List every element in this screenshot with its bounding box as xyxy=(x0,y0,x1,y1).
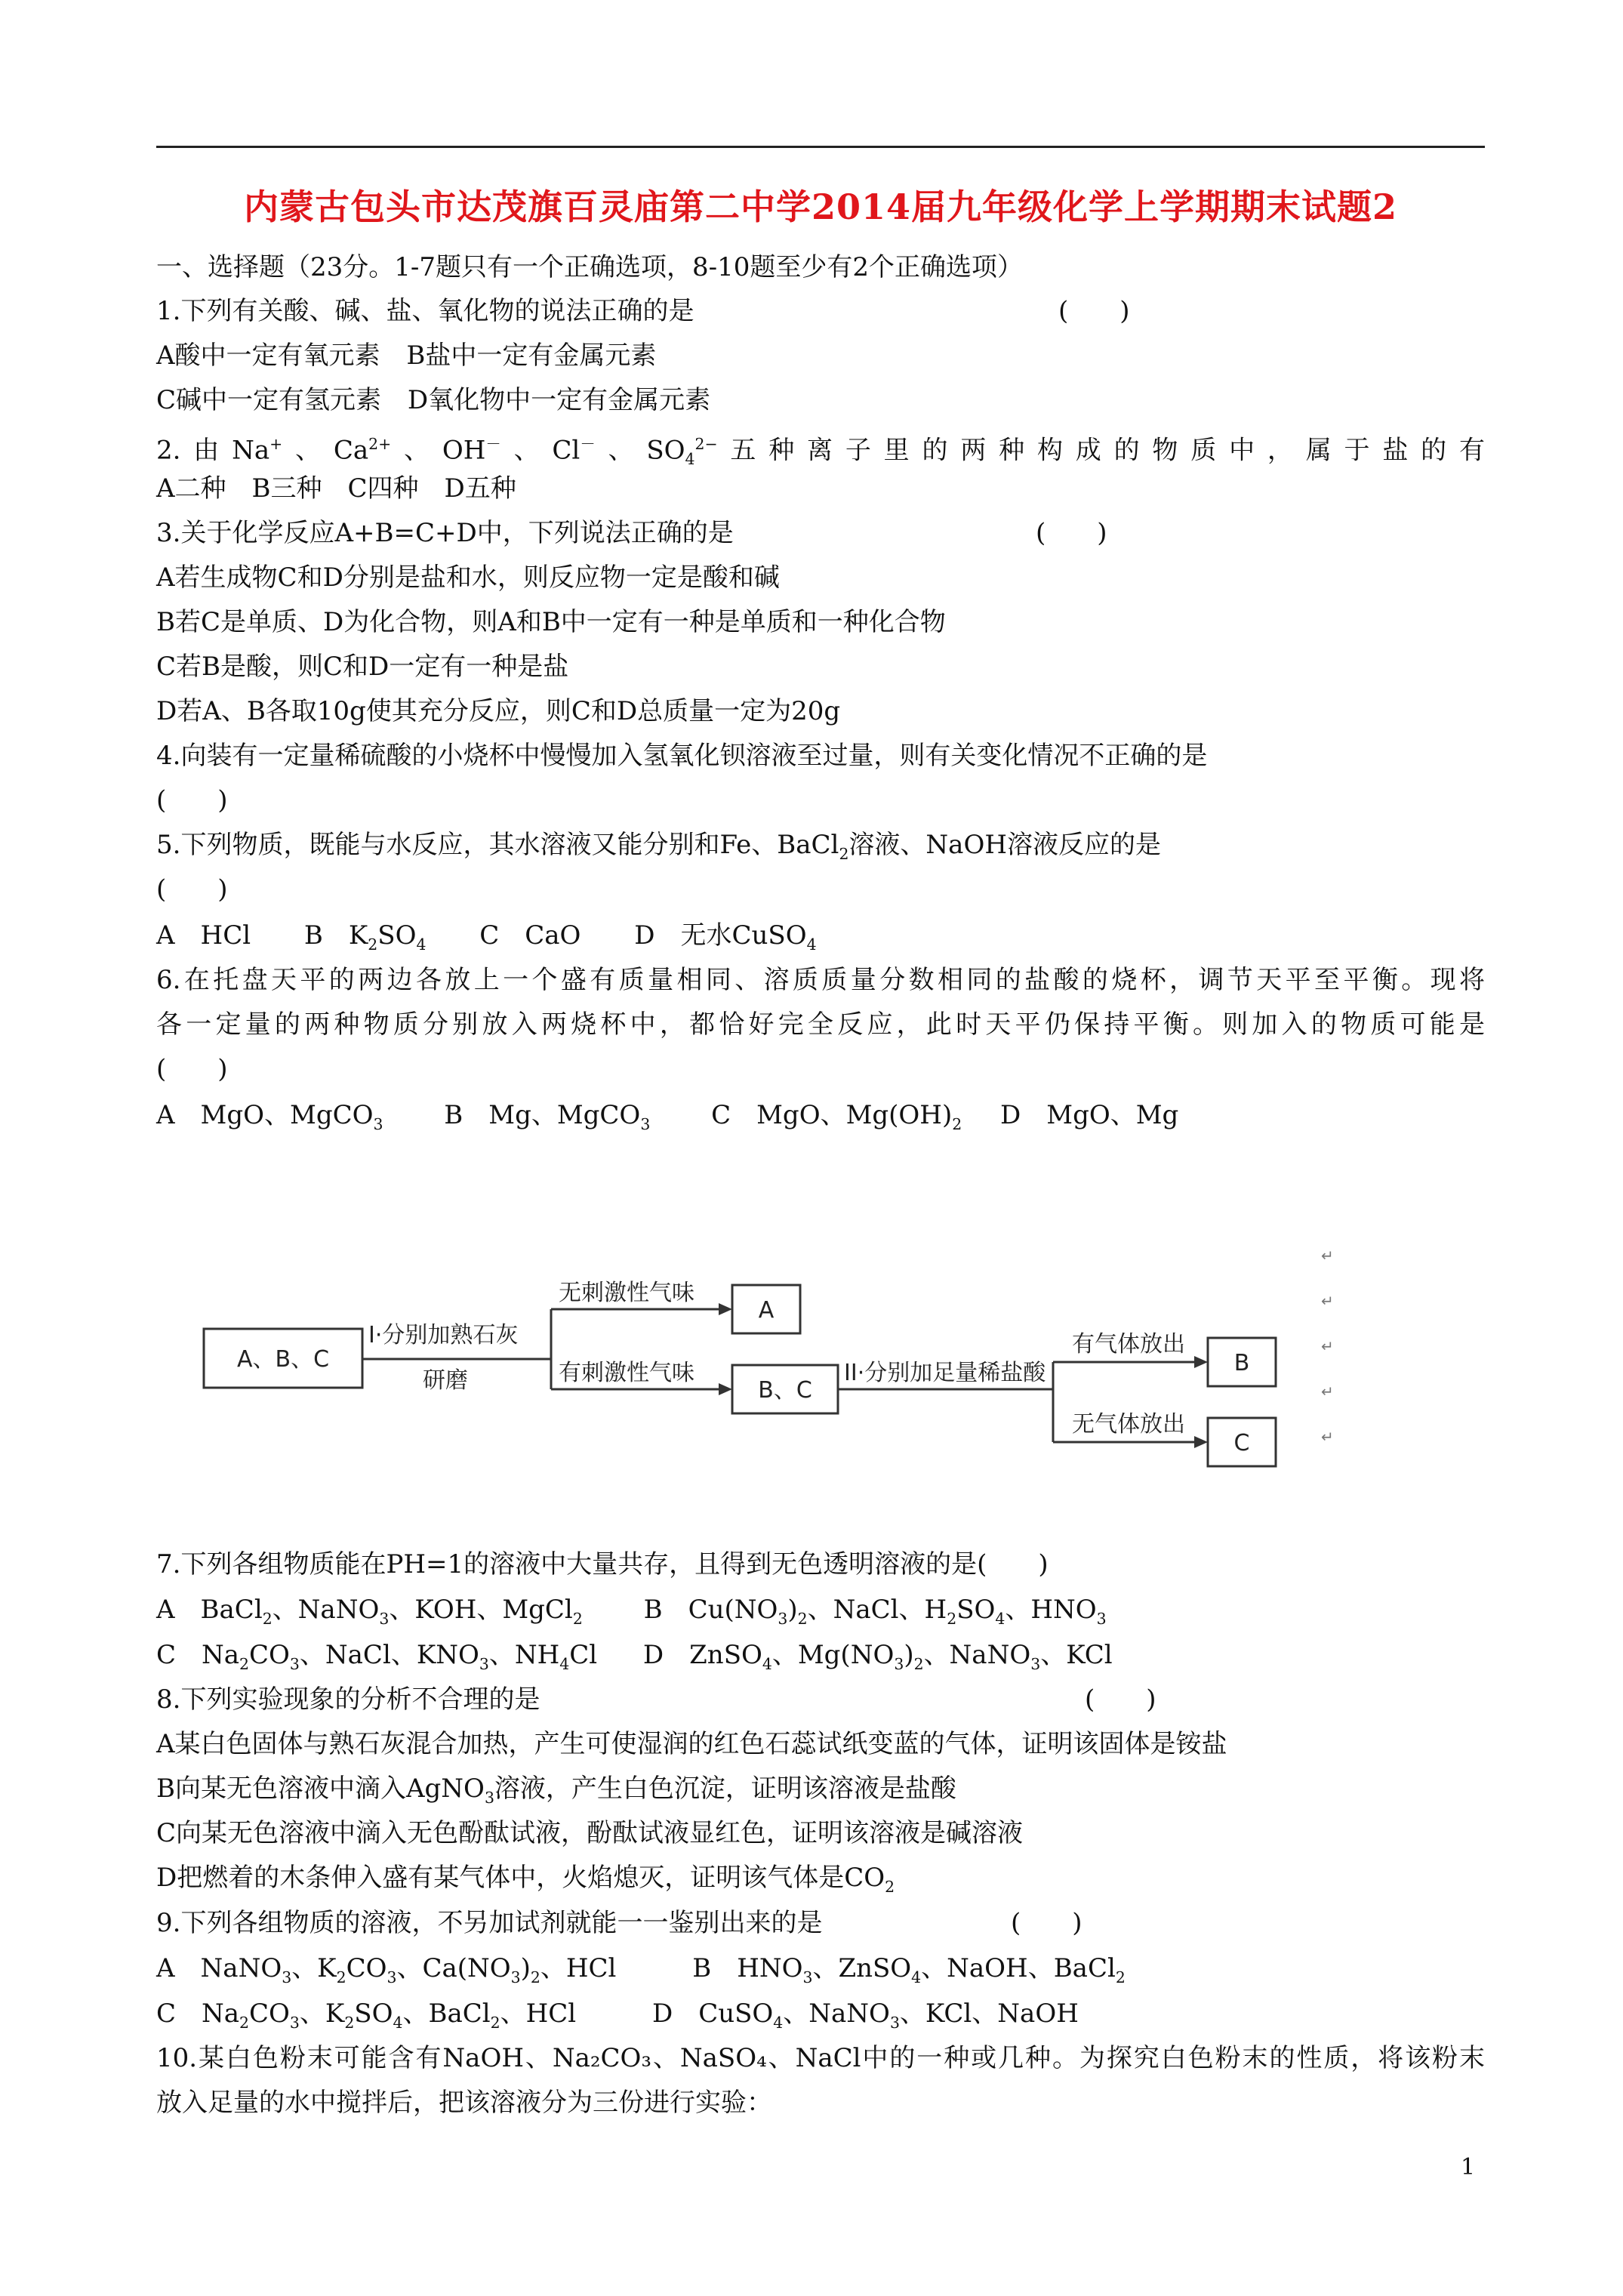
q1-option-d: D氧化物中一定有金属元素 xyxy=(407,385,711,415)
q6-option-a xyxy=(156,1100,383,1133)
flow-arrowhead xyxy=(719,1303,732,1315)
paragraph-mark-icon: ↵ xyxy=(1321,1292,1334,1310)
flow-result-a: A xyxy=(758,1297,775,1324)
q7-option-d: D ZnSO$_4$、$Mg(NO_3)_2$、NaNO$_3$、KCl xyxy=(642,1640,1113,1673)
q3-option-c: C若B是酸，则C和D一定有一种是盐 xyxy=(156,652,569,682)
q6-option-d: D MgO、Mg xyxy=(1000,1100,1179,1130)
q2-charge: － xyxy=(580,435,596,453)
q5-subscript: 4 xyxy=(806,935,817,954)
q2-stem xyxy=(156,429,1485,474)
q9-option-a: A NaNO$_3$、$K_2CO_3$、$Ca(NO_3)_2$、HCl xyxy=(156,1953,617,1986)
header-rule xyxy=(156,146,1485,148)
q9-options-ab xyxy=(156,1953,1485,1992)
flow-arrowhead xyxy=(719,1383,732,1395)
paragraph-mark-icon: ↵ xyxy=(1321,1337,1334,1355)
q5-option-b xyxy=(303,920,427,954)
q3-option-b: B若C是单质、D为化合物，则A和B中一定有一种是单质和一种化合物 xyxy=(156,607,946,637)
q7-options-cd xyxy=(156,1640,1485,1679)
q10-line2: 放入足量的水中搅拌后，把该溶液分为三份进行实验： xyxy=(156,2088,772,2118)
q8-answer-blank: ( ) xyxy=(1085,1684,1156,1715)
flow-arrowhead xyxy=(1194,1356,1208,1368)
q7-option-a: A BaCl$_2$、NaNO$_3$、KOH、MgCl$_2$ xyxy=(156,1595,583,1628)
q6-subscript: 3 xyxy=(640,1114,651,1133)
q2-charge: 2+ xyxy=(368,435,392,453)
q6-option-c xyxy=(711,1100,962,1133)
q5-text: 5.下列物质，既能与水反应，其水溶液又能分别和Fe、BaCl xyxy=(156,830,839,860)
paragraph-mark-icon: ↵ xyxy=(1321,1247,1334,1265)
q8-option-d xyxy=(156,1863,1485,1902)
q8-option-d-text: D把燃着的木条伸入盛有某气体中，火焰熄灭，证明该气体是CO xyxy=(156,1863,885,1893)
q5-subscript: 2 xyxy=(368,935,378,954)
q7-option-b: B $Cu(NO_3)_2$、NaCl、$H_2SO_4$、$HNO_3$ xyxy=(643,1595,1107,1628)
q6-answer-blank: ( ) xyxy=(156,1054,228,1084)
q6-option-b-text: B Mg、MgCO xyxy=(444,1100,641,1130)
q5-option-d-text: D 无水CuSO xyxy=(634,920,807,951)
q8-option-b-text: 溶液，产生白色沉淀，证明该溶液是盐酸 xyxy=(494,1774,956,1804)
paragraph-mark-icon: ↵ xyxy=(1321,1428,1334,1446)
q2-text: 五种离子里的两种构成的物质中，属于盐的有 xyxy=(717,435,1485,466)
q2-text: 、Cl xyxy=(500,435,581,466)
q5-option-d xyxy=(634,920,817,954)
flow-result-bc: B、C xyxy=(758,1377,812,1404)
q1-answer-blank: ( ) xyxy=(1058,296,1130,326)
q8-subscript: 2 xyxy=(885,1877,895,1896)
q5-stem xyxy=(156,830,1485,869)
flow-branch-no-gas: 无气体放出 xyxy=(1072,1411,1185,1438)
q8-option-c: C向某无色溶液中滴入无色酚酞试液，酚酞试液显红色，证明该溶液是碱溶液 xyxy=(156,1818,1024,1848)
flow-step1-sublabel: 研磨 xyxy=(423,1367,468,1394)
q3-stem xyxy=(156,518,1485,548)
paragraph-mark-icon: ↵ xyxy=(1321,1382,1334,1401)
q5-answer-blank: ( ) xyxy=(156,874,228,905)
flow-branch-gas: 有气体放出 xyxy=(1072,1331,1185,1358)
q2-charge: － xyxy=(485,435,501,453)
q4-answer-blank: ( ) xyxy=(156,785,228,815)
section-heading: 一、选择题（23分。1-7题只有一个正确选项，8-10题至少有2个正确选项） xyxy=(156,252,1024,282)
q3-option-d: D若A、B各取10g使其充分反应，则C和D总质量一定为20g xyxy=(156,696,841,726)
q5-options xyxy=(156,920,1485,960)
q6-option-b xyxy=(444,1100,651,1133)
q1-option-b: B盐中一定有金属元素 xyxy=(406,341,657,371)
q5-subscript: 4 xyxy=(416,935,427,954)
flow-diagram xyxy=(196,1246,1344,1495)
flow-step2-label: II·分别加足量稀盐酸 xyxy=(844,1360,1046,1386)
q1-options-ab xyxy=(156,341,1485,371)
q2-charge: 2− xyxy=(694,435,718,453)
q4-stem: 4.向装有一定量稀硫酸的小烧杯中慢慢加入氢氧化钡溶液至过量，则有关变化情况不正确的是 xyxy=(156,741,1208,771)
q3-answer-blank: ( ) xyxy=(1036,518,1107,548)
q1-option-c: C碱中一定有氢元素 xyxy=(156,385,382,415)
q6-line2: 各一定量的两种物质分别放入两烧杯中，都恰好完全反应，此时天平仍保持平衡。则加入的物质可能是 xyxy=(156,1009,1485,1040)
q1-stem-text: 1.下列有关酸、碱、盐、氧化物的说法正确的是 xyxy=(156,296,694,326)
q8-option-a: A某白色固体与熟石灰混合加热，产生可使湿润的红色石蕊试纸变蓝的气体，证明该固体是铵盐 xyxy=(156,1729,1227,1759)
q5-option-b-text: B K xyxy=(303,920,368,951)
q8-option-b-text: B向某无色溶液中滴入AgNO xyxy=(156,1774,485,1804)
q5-option-b-text: SO xyxy=(377,920,417,951)
q9-answer-blank: ( ) xyxy=(1011,1908,1083,1938)
flow-start-label: A、B、C xyxy=(236,1346,330,1373)
q6-options xyxy=(156,1100,1485,1139)
flow-branch-no-odor: 无刺激性气味 xyxy=(559,1280,694,1306)
q8-subscript: 3 xyxy=(484,1788,494,1807)
q9-stem xyxy=(156,1908,1485,1938)
flow-result-c: C xyxy=(1233,1430,1250,1456)
q6-option-a-text: A MgO、MgCO xyxy=(156,1100,374,1130)
q5-subscript: 2 xyxy=(839,844,849,863)
q2-charge: + xyxy=(269,435,283,453)
q2-subscript: 4 xyxy=(685,450,695,469)
q2-options: A二种 B三种 C四种 D五种 xyxy=(156,473,516,504)
flow-arrowhead xyxy=(1194,1436,1208,1448)
q6-subscript: 2 xyxy=(952,1114,962,1133)
page-number: 1 xyxy=(1461,2154,1476,2180)
q9-options-cd xyxy=(156,1999,1485,2038)
q5-text: 溶液、NaOH溶液反应的是 xyxy=(848,830,1161,860)
flow-step1-label: I·分别加熟石灰 xyxy=(368,1322,519,1348)
q8-stem xyxy=(156,1684,1485,1715)
q10-line1: 10.某白色粉末可能含有NaOH、Na₂CO₃、NaSO₄、NaCl中的一种或几种。为探究白色粉末的性质，将该粉末 xyxy=(156,2043,1485,2073)
q8-option-b xyxy=(156,1774,1485,1813)
flow-result-b: B xyxy=(1233,1350,1250,1376)
page-title: 内蒙古包头市达茂旗百灵庙第二中学2014届九年级化学上学期期末试题2 xyxy=(243,186,1398,227)
q6-subscript: 3 xyxy=(373,1114,383,1133)
q7-option-c: C $Na_2CO_3$、NaCl、$KNO_3$、$NH_4Cl$ xyxy=(156,1640,598,1673)
q6-option-c-text: C MgO、Mg(OH) xyxy=(711,1100,953,1130)
q2-text: 2.由Na xyxy=(156,435,270,466)
q1-options-cd xyxy=(156,385,1485,415)
q7-options-ab xyxy=(156,1595,1485,1634)
q1-stem xyxy=(156,296,1485,326)
q7-stem: 7.下列各组物质能在PH=1的溶液中大量共存，且得到无色透明溶液的是( ) xyxy=(156,1549,1049,1579)
q9-option-c: C $Na_2CO_3$、$K_2SO_4$、BaCl$_2$、HCl xyxy=(156,1999,577,2032)
q5-option-a: A HCl xyxy=(156,920,251,951)
q3-stem-text: 3.关于化学反应A+B=C+D中，下列说法正确的是 xyxy=(156,518,734,548)
q3-option-a: A若生成物C和D分别是盐和水，则反应物一定是酸和碱 xyxy=(156,562,780,593)
q8-stem-text: 8.下列实验现象的分析不合理的是 xyxy=(156,1684,540,1715)
q9-stem-text: 9.下列各组物质的溶液，不另加试剂就能一一鉴别出来的是 xyxy=(156,1908,823,1938)
flow-branch-odor: 有刺激性气味 xyxy=(559,1360,694,1386)
q6-line1: 6.在托盘天平的两边各放上一个盛有质量相同、溶质质量分数相同的盐酸的烧杯，调节天平至平衡。现将 xyxy=(156,965,1485,995)
q2-text: 、SO xyxy=(595,435,685,466)
q9-option-b: B $HNO_3$、ZnSO$_4$、NaOH、BaCl$_2$ xyxy=(692,1953,1126,1986)
q5-option-c: C CaO xyxy=(479,920,581,951)
q9-option-d: D CuSO$_4$、NaNO$_3$、KCl、NaOH xyxy=(651,1999,1079,2032)
q2-text: 、OH xyxy=(391,435,486,466)
q2-text: 、Ca xyxy=(282,435,369,466)
q1-option-a: A酸中一定有氧元素 xyxy=(156,341,380,371)
